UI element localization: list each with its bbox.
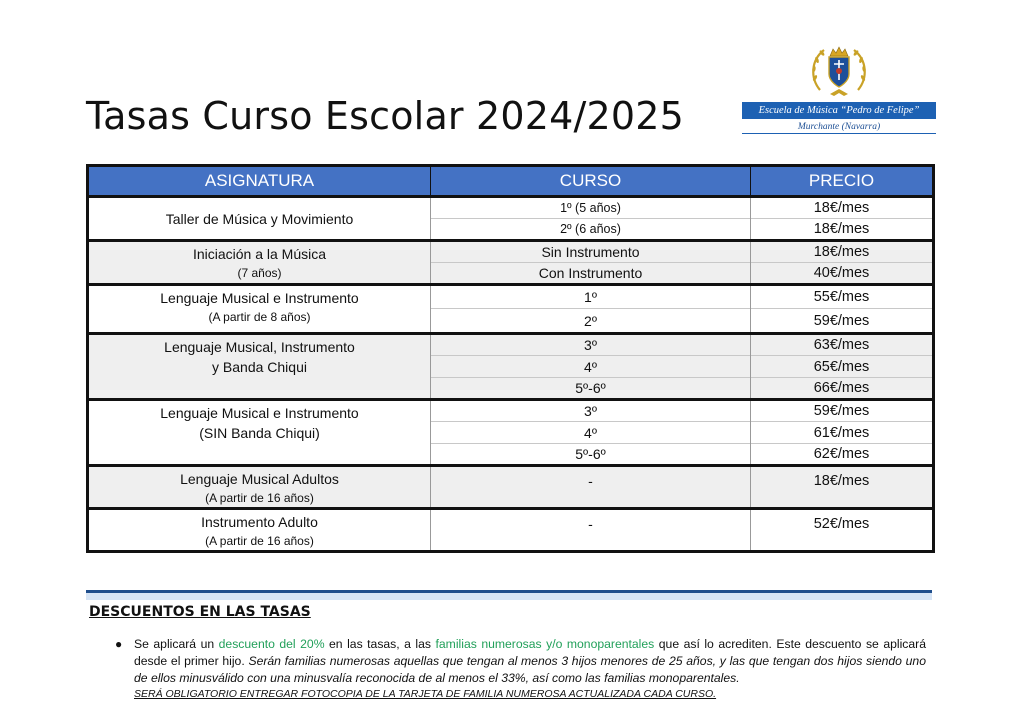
table-row <box>88 400 934 422</box>
subject-label: Lenguaje Musical e Instrumento <box>160 405 359 421</box>
subject-label: Lenguaje Musical, Instrumento <box>164 339 355 355</box>
subject-cell <box>88 334 431 400</box>
price-cell: 66€/mes <box>751 378 934 400</box>
course-cell: 3º <box>431 400 751 422</box>
group-lenguaje-instrumento <box>88 285 934 334</box>
subject-label: Taller de Música y Movimiento <box>165 210 354 227</box>
subject-note: (A partir de 16 años) <box>205 534 314 548</box>
table-row <box>88 334 934 356</box>
subject-label: Lenguaje Musical Adultos <box>180 471 339 487</box>
table-header-row <box>88 166 934 197</box>
discount-definition: Serán familias numerosas aquellas que tengan al menos 3 hijos menores de 25 años, y las que tengan dos hijos siendo uno de ellos minusválido con una minusvalía reconocida de al menos el 33%, así como las familias monoparentales. <box>134 654 926 685</box>
group-iniciacion <box>88 241 934 285</box>
table-row <box>88 509 934 552</box>
subject-note: (A partir de 16 años) <box>205 491 314 505</box>
subject-label: Lenguaje Musical e Instrumento <box>160 290 359 306</box>
subject-note: (7 años) <box>237 266 282 280</box>
header-curso: CURSO <box>431 166 751 197</box>
table-row <box>88 466 934 509</box>
table-row <box>88 197 934 219</box>
page-title: Tasas Curso Escolar 2024/2025 <box>86 94 685 138</box>
course-cell: 3º <box>431 334 751 356</box>
discount-text-3: que así lo acrediten. Este descuento se aplicará desde el primer hijo. <box>134 637 927 668</box>
subject-label: Instrumento Adulto <box>201 514 318 530</box>
discount-mandatory-note: SERÁ OBLIGATORIO ENTREGAR FOTOCOPIA DE LA TARJETA DE FAMILIA NUMEROSA ACTUALIZADA CADA CURSO. <box>134 688 717 700</box>
discounts-heading: DESCUENTOS EN LAS TASAS <box>89 604 311 620</box>
discounts-list <box>115 636 927 701</box>
group-instrumento-adulto <box>88 509 934 552</box>
price-cell: 55€/mes <box>751 285 934 309</box>
course-cell: 2º (6 años) <box>431 219 751 241</box>
price-cell: 59€/mes <box>751 309 934 334</box>
price-cell: 59€/mes <box>751 400 934 422</box>
section-divider <box>86 590 932 600</box>
subject-label-2: y Banda Chiqui <box>212 359 307 375</box>
price-cell: 52€/mes <box>751 509 934 552</box>
group-banda-chiqui <box>88 334 934 400</box>
course-cell: Con Instrumento <box>431 263 751 285</box>
subject-cell <box>88 241 431 285</box>
school-crest-icon <box>808 42 870 100</box>
course-cell: - <box>431 509 751 552</box>
discount-highlight-percent: descuento del 20% <box>218 637 325 651</box>
subject-label-2: (SIN Banda Chiqui) <box>199 425 320 441</box>
course-cell: 5º-6º <box>431 444 751 466</box>
subject-note: (A partir de 8 años) <box>208 310 311 324</box>
school-location: Murchante (Navarra) <box>742 120 936 134</box>
price-cell: 65€/mes <box>751 356 934 378</box>
subject-cell <box>88 466 431 509</box>
price-cell: 18€/mes <box>751 219 934 241</box>
fees-table <box>86 164 935 553</box>
bullet-icon: ● <box>115 637 123 651</box>
price-cell: 18€/mes <box>751 197 934 219</box>
table-row <box>88 241 934 263</box>
list-item <box>115 636 927 701</box>
school-name: Escuela de Música “Pedro de Felipe” <box>742 102 936 119</box>
course-cell: 4º <box>431 356 751 378</box>
subject-cell <box>88 197 431 241</box>
course-cell: 5º-6º <box>431 378 751 400</box>
group-lenguaje-adultos <box>88 466 934 509</box>
price-cell: 63€/mes <box>751 334 934 356</box>
price-cell: 18€/mes <box>751 241 934 263</box>
price-cell: 62€/mes <box>751 444 934 466</box>
discount-text-1: Se aplicará un <box>134 637 219 651</box>
subject-cell <box>88 285 431 334</box>
header-precio: PRECIO <box>751 166 934 197</box>
course-cell: - <box>431 466 751 509</box>
course-cell: 1º (5 años) <box>431 197 751 219</box>
discount-highlight-families: familias numerosas y/o monoparentales <box>435 637 655 651</box>
course-cell: 4º <box>431 422 751 444</box>
course-cell: Sin Instrumento <box>431 241 751 263</box>
school-logo <box>742 40 936 138</box>
table-row <box>88 285 934 309</box>
discount-text-2: en las tasas, a las <box>324 637 436 651</box>
course-cell: 2º <box>431 309 751 334</box>
price-cell: 18€/mes <box>751 466 934 509</box>
subject-cell <box>88 400 431 466</box>
course-cell: 1º <box>431 285 751 309</box>
group-sin-banda <box>88 400 934 466</box>
subject-label: Iniciación a la Música <box>192 246 327 262</box>
header-asignatura: ASIGNATURA <box>88 166 431 197</box>
price-cell: 40€/mes <box>751 263 934 285</box>
group-taller <box>88 197 934 241</box>
price-cell: 61€/mes <box>751 422 934 444</box>
subject-cell <box>88 509 431 552</box>
